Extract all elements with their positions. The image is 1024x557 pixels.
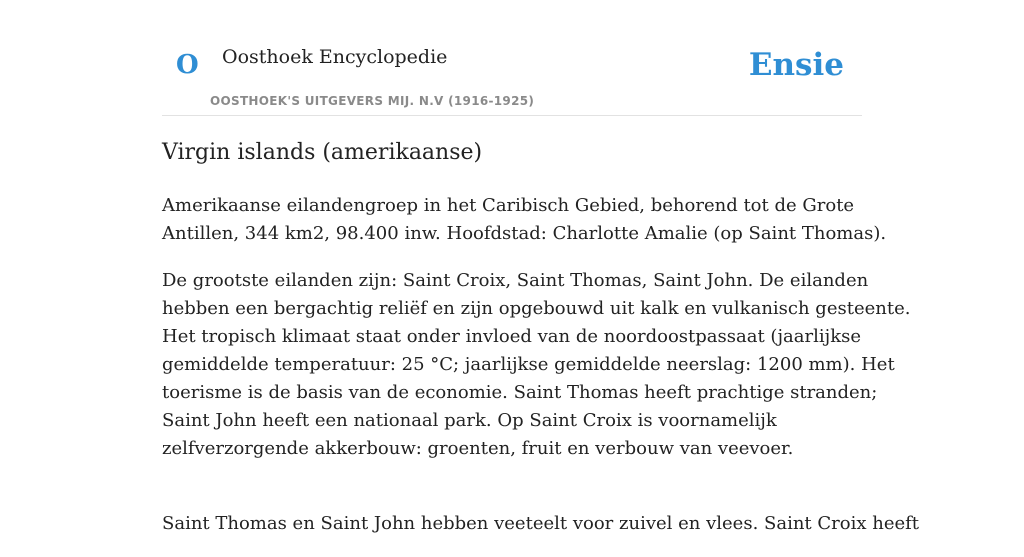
article-paragraph <box>162 267 911 463</box>
article-body <box>162 192 920 557</box>
article-paragraph <box>162 510 920 538</box>
ensie-brand-link[interactable]: Ensie <box>748 47 844 83</box>
paragraph-line: Amerikaanse eilandengroep in het Caribisch Gebied, behorend tot de Grote <box>162 195 855 216</box>
paragraph-line: gemiddelde temperatuur: 25 °C; jaarlijkse gemiddelde neerslag: 1200 mm). Het <box>162 354 895 375</box>
site-logo[interactable]: O <box>176 50 199 80</box>
article-paragraph <box>162 192 887 248</box>
article-title: Virgin islands (amerikaanse) <box>162 140 483 165</box>
paragraph-line: Saint John heeft een nationaal park. Op Saint Croix is voornamelijk <box>162 410 777 431</box>
site-name-link[interactable]: Oosthoek Encyclopedie <box>222 46 448 68</box>
paragraph-line: Het tropisch klimaat staat onder invloed van de noordoostpassaat (jaarlijkse <box>162 326 861 347</box>
paragraph-line: De grootste eilanden zijn: Saint Croix, Saint Thomas, Saint John. De eilanden <box>162 270 869 291</box>
paragraph-line: hebben een bergachtig reliëf en zijn opgebouwd uit kalk en vulkanisch gesteente. <box>162 298 911 319</box>
site-header <box>162 36 862 116</box>
paragraph-line: toerisme is de basis van de economie. Saint Thomas heeft prachtige stranden; <box>162 382 878 403</box>
publisher-label: OOSTHOEK'S UITGEVERS MIJ. N.V (1916-1925) <box>210 94 535 108</box>
paragraph-gap <box>162 482 862 510</box>
paragraph-line: zelfverzorgende akkerbouw: groenten, fruit en verbouw van veevoer. <box>162 438 794 459</box>
paragraph-line: Antillen, 344 km2, 98.400 inw. Hoofdstad: Charlotte Amalie (op Saint Thomas). <box>162 223 887 244</box>
paragraph-line: Saint Thomas en Saint John hebben veeteelt voor zuivel en vlees. Saint Croix heeft <box>162 513 920 534</box>
